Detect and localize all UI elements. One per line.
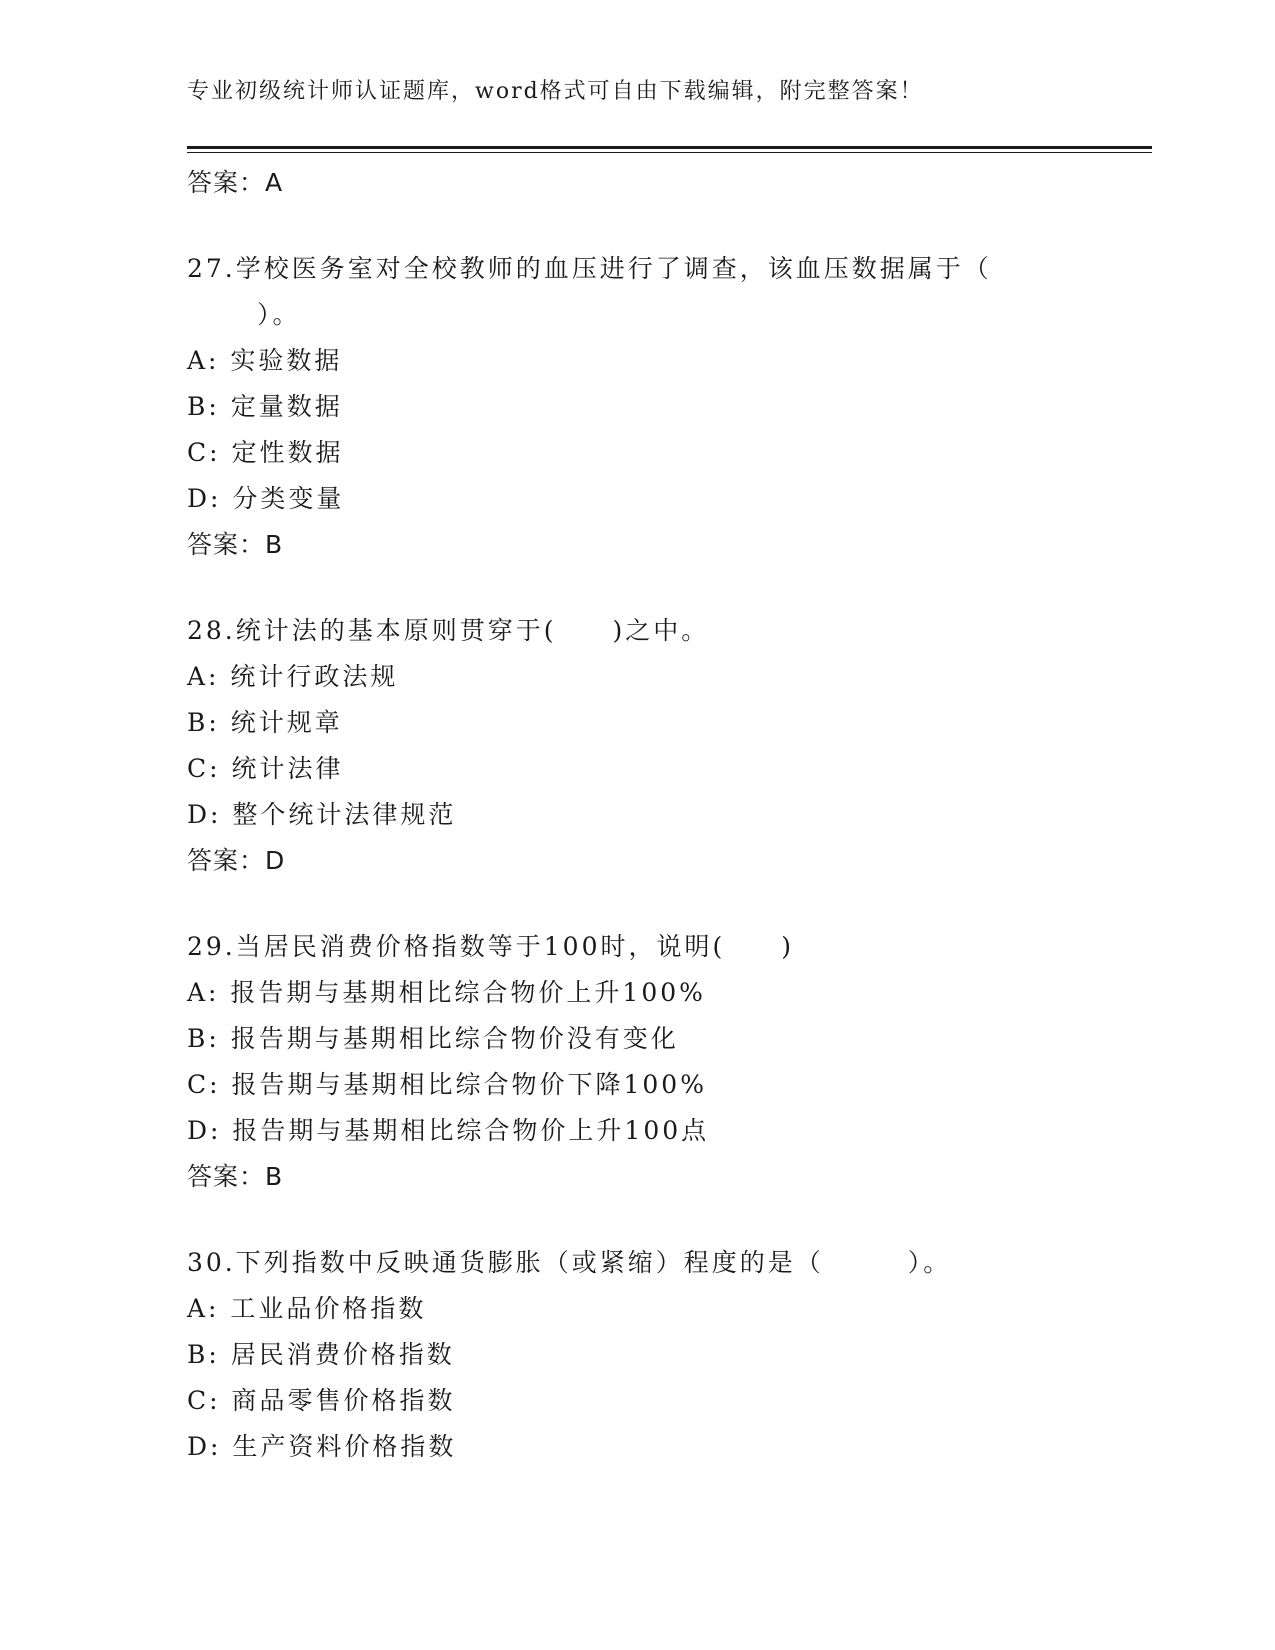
option-c: C: 统计法律 xyxy=(187,754,344,783)
header-rule-thin xyxy=(187,152,1152,153)
answer: 答案：B xyxy=(187,1162,284,1191)
option-b: B: 报告期与基期相比综合物价没有变化 xyxy=(187,1024,679,1053)
option-c: C: 报告期与基期相比综合物价下降100% xyxy=(187,1070,707,1099)
option-c: C: 商品零售价格指数 xyxy=(187,1386,456,1415)
question-stem-continued: ）。 xyxy=(257,300,301,329)
option-d: D: 报告期与基期相比综合物价上升100点 xyxy=(187,1116,710,1145)
option-b: B: 居民消费价格指数 xyxy=(187,1340,455,1369)
page-header-text: 专业初级统计师认证题库，word格式可自由下载编辑，附完整答案！ xyxy=(187,79,924,104)
question-27 xyxy=(187,246,1087,568)
question-stem: 27.学校医务室对全校教师的血压进行了调查，该血压数据属于（ xyxy=(187,254,992,283)
header-rule-thick xyxy=(187,146,1152,149)
option-b: B: 定量数据 xyxy=(187,392,343,421)
question-30 xyxy=(187,1240,1087,1470)
answer: 答案：B xyxy=(187,530,284,559)
option-a: A: 工业品价格指数 xyxy=(187,1294,427,1323)
option-a: A: 实验数据 xyxy=(187,346,343,375)
option-a: A: 报告期与基期相比综合物价上升100% xyxy=(187,978,706,1007)
option-d: D: 整个统计法律规范 xyxy=(187,800,457,829)
option-d: D: 分类变量 xyxy=(187,484,345,513)
question-stem: 28.统计法的基本原则贯穿于( )之中。 xyxy=(187,616,710,645)
answer: 答案：D xyxy=(187,846,286,875)
option-c: C: 定性数据 xyxy=(187,438,344,467)
question-29 xyxy=(187,924,1087,1200)
option-b: B: 统计规章 xyxy=(187,708,343,737)
previous-answer: 答案：A xyxy=(187,168,284,197)
question-stem: 29.当居民消费价格指数等于100时，说明( ) xyxy=(187,932,794,961)
option-d: D: 生产资料价格指数 xyxy=(187,1432,457,1461)
option-a: A: 统计行政法规 xyxy=(187,662,399,691)
question-28 xyxy=(187,608,1087,884)
question-stem: 30.下列指数中反映通货膨胀（或紧缩）程度的是（ ）。 xyxy=(187,1248,952,1277)
question-content xyxy=(187,160,1087,1470)
